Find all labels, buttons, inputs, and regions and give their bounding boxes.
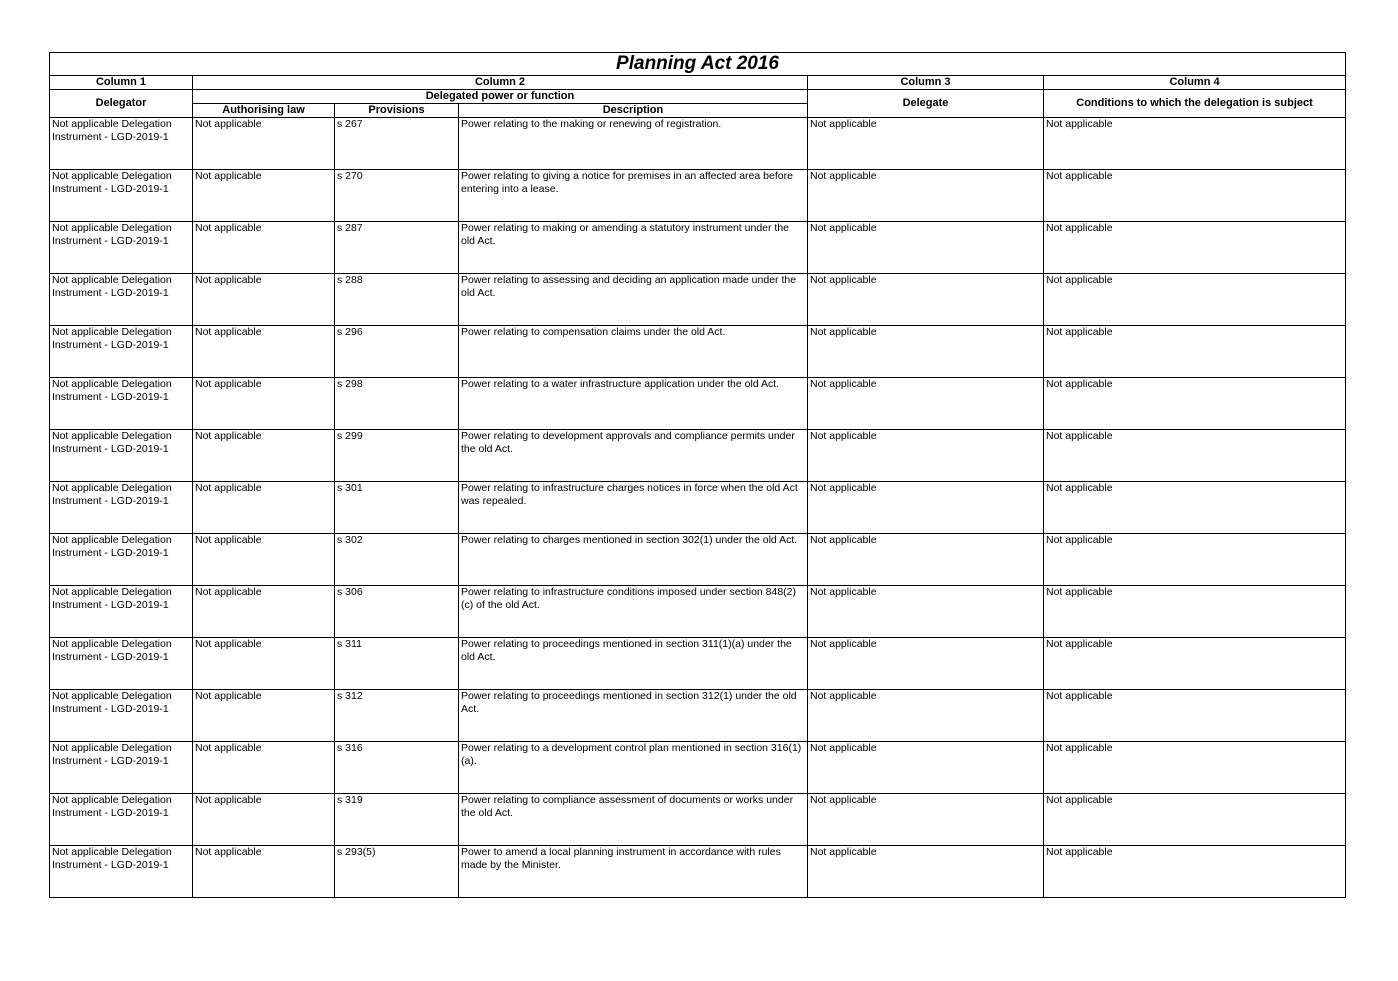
- authorising-law-cell: Not applicable: [193, 326, 335, 378]
- provision-cell: s 299: [335, 430, 459, 482]
- conditions-cell: Not applicable: [1044, 846, 1346, 898]
- table-row: [50, 274, 1346, 326]
- delegate-cell: Not applicable: [808, 274, 1044, 326]
- description-cell: Power relating to development approvals and compliance permits under the old Act.: [459, 430, 808, 482]
- delegator-cell: Not applicable Delegation Instrument - LGD-2019-1: [50, 118, 193, 170]
- provision-cell: s 301: [335, 482, 459, 534]
- delegator-cell: Not applicable Delegation Instrument - LGD-2019-1: [50, 430, 193, 482]
- description-cell: Power relating to infrastructure conditions imposed under section 848(2)(c) of the old Act.: [459, 586, 808, 638]
- table-row: [50, 482, 1346, 534]
- description-cell: Power to amend a local planning instrument in accordance with rules made by the Minister.: [459, 846, 808, 898]
- description-header: Description: [459, 104, 808, 118]
- authorising-law-cell: Not applicable: [193, 586, 335, 638]
- provision-cell: s 287: [335, 222, 459, 274]
- authorising-law-cell: Not applicable: [193, 482, 335, 534]
- delegate-cell: Not applicable: [808, 846, 1044, 898]
- delegate-cell: Not applicable: [808, 690, 1044, 742]
- table-row: [50, 742, 1346, 794]
- authorising-law-cell: Not applicable: [193, 690, 335, 742]
- authorising-law-cell: Not applicable: [193, 170, 335, 222]
- delegated-power-header: Delegated power or function: [193, 90, 808, 104]
- column-3-header: Column 3: [808, 76, 1044, 90]
- authorising-law-cell: Not applicable: [193, 794, 335, 846]
- provision-cell: s 288: [335, 274, 459, 326]
- description-cell: Power relating to proceedings mentioned in section 312(1) under the old Act.: [459, 690, 808, 742]
- table-row: [50, 222, 1346, 274]
- authorising-law-cell: Not applicable: [193, 378, 335, 430]
- delegate-cell: Not applicable: [808, 534, 1044, 586]
- conditions-cell: Not applicable: [1044, 690, 1346, 742]
- table-row: [50, 586, 1346, 638]
- provisions-header: Provisions: [335, 104, 459, 118]
- conditions-cell: Not applicable: [1044, 222, 1346, 274]
- table-row: [50, 378, 1346, 430]
- conditions-cell: Not applicable: [1044, 170, 1346, 222]
- authorising-law-cell: Not applicable: [193, 534, 335, 586]
- delegator-cell: Not applicable Delegation Instrument - LGD-2019-1: [50, 326, 193, 378]
- description-cell: Power relating to infrastructure charges notices in force when the old Act was repealed.: [459, 482, 808, 534]
- delegator-cell: Not applicable Delegation Instrument - LGD-2019-1: [50, 742, 193, 794]
- delegate-cell: Not applicable: [808, 638, 1044, 690]
- delegator-cell: Not applicable Delegation Instrument - LGD-2019-1: [50, 794, 193, 846]
- description-cell: Power relating to proceedings mentioned in section 311(1)(a) under the old Act.: [459, 638, 808, 690]
- delegate-cell: Not applicable: [808, 794, 1044, 846]
- provision-cell: s 267: [335, 118, 459, 170]
- authorising-law-cell: Not applicable: [193, 846, 335, 898]
- delegator-cell: Not applicable Delegation Instrument - LGD-2019-1: [50, 222, 193, 274]
- delegate-cell: Not applicable: [808, 586, 1044, 638]
- conditions-cell: Not applicable: [1044, 482, 1346, 534]
- description-cell: Power relating to making or amending a statutory instrument under the old Act.: [459, 222, 808, 274]
- authorising-law-cell: Not applicable: [193, 222, 335, 274]
- delegate-cell: Not applicable: [808, 742, 1044, 794]
- table-row: [50, 326, 1346, 378]
- authorising-law-cell: Not applicable: [193, 274, 335, 326]
- column-4-header: Column 4: [1044, 76, 1346, 90]
- delegate-cell: Not applicable: [808, 378, 1044, 430]
- conditions-cell: Not applicable: [1044, 638, 1346, 690]
- provision-cell: s 302: [335, 534, 459, 586]
- provision-cell: s 270: [335, 170, 459, 222]
- delegate-cell: Not applicable: [808, 118, 1044, 170]
- conditions-cell: Not applicable: [1044, 586, 1346, 638]
- conditions-cell: Not applicable: [1044, 118, 1346, 170]
- conditions-cell: Not applicable: [1044, 326, 1346, 378]
- description-cell: Power relating to a development control plan mentioned in section 316(1)(a).: [459, 742, 808, 794]
- delegator-cell: Not applicable Delegation Instrument - LGD-2019-1: [50, 586, 193, 638]
- provision-cell: s 298: [335, 378, 459, 430]
- conditions-cell: Not applicable: [1044, 534, 1346, 586]
- authorising-law-header: Authorising law: [193, 104, 335, 118]
- page-title: Planning Act 2016: [50, 53, 1346, 76]
- table-body: [50, 118, 1346, 898]
- conditions-cell: Not applicable: [1044, 742, 1346, 794]
- conditions-cell: Not applicable: [1044, 794, 1346, 846]
- table-row: [50, 170, 1346, 222]
- description-cell: Power relating to compliance assessment of documents or works under the old Act.: [459, 794, 808, 846]
- delegate-cell: Not applicable: [808, 222, 1044, 274]
- table-row: [50, 690, 1346, 742]
- description-cell: Power relating to assessing and deciding an application made under the old Act.: [459, 274, 808, 326]
- delegator-cell: Not applicable Delegation Instrument - LGD-2019-1: [50, 170, 193, 222]
- delegator-cell: Not applicable Delegation Instrument - LGD-2019-1: [50, 690, 193, 742]
- column-2-header: Column 2: [193, 76, 808, 90]
- delegation-table: [49, 52, 1346, 898]
- conditions-cell: Not applicable: [1044, 378, 1346, 430]
- table-row: [50, 118, 1346, 170]
- conditions-header: Conditions to which the delegation is subject: [1044, 90, 1346, 118]
- description-cell: Power relating to a water infrastructure application under the old Act.: [459, 378, 808, 430]
- provision-cell: s 316: [335, 742, 459, 794]
- column-1-header: Column 1: [50, 76, 193, 90]
- table-row: [50, 846, 1346, 898]
- table-row: [50, 794, 1346, 846]
- delegate-cell: Not applicable: [808, 430, 1044, 482]
- conditions-cell: Not applicable: [1044, 430, 1346, 482]
- delegator-cell: Not applicable Delegation Instrument - LGD-2019-1: [50, 274, 193, 326]
- provision-cell: s 311: [335, 638, 459, 690]
- delegate-header: Delegate: [808, 90, 1044, 118]
- authorising-law-cell: Not applicable: [193, 638, 335, 690]
- provision-cell: s 293(5): [335, 846, 459, 898]
- authorising-law-cell: Not applicable: [193, 118, 335, 170]
- delegator-cell: Not applicable Delegation Instrument - LGD-2019-1: [50, 378, 193, 430]
- table-row: [50, 534, 1346, 586]
- delegator-cell: Not applicable Delegation Instrument - LGD-2019-1: [50, 846, 193, 898]
- conditions-cell: Not applicable: [1044, 274, 1346, 326]
- authorising-law-cell: Not applicable: [193, 430, 335, 482]
- provision-cell: s 296: [335, 326, 459, 378]
- delegator-cell: Not applicable Delegation Instrument - LGD-2019-1: [50, 638, 193, 690]
- delegate-cell: Not applicable: [808, 170, 1044, 222]
- delegator-header: Delegator: [50, 90, 193, 118]
- description-cell: Power relating to compensation claims under the old Act.: [459, 326, 808, 378]
- provision-cell: s 319: [335, 794, 459, 846]
- delegate-cell: Not applicable: [808, 482, 1044, 534]
- delegator-cell: Not applicable Delegation Instrument - LGD-2019-1: [50, 482, 193, 534]
- provision-cell: s 306: [335, 586, 459, 638]
- delegator-cell: Not applicable Delegation Instrument - LGD-2019-1: [50, 534, 193, 586]
- description-cell: Power relating to charges mentioned in section 302(1) under the old Act.: [459, 534, 808, 586]
- delegate-cell: Not applicable: [808, 326, 1044, 378]
- table-row: [50, 430, 1346, 482]
- table-row: [50, 638, 1346, 690]
- description-cell: Power relating to giving a notice for premises in an affected area before entering into a lease.: [459, 170, 808, 222]
- provision-cell: s 312: [335, 690, 459, 742]
- authorising-law-cell: Not applicable: [193, 742, 335, 794]
- description-cell: Power relating to the making or renewing of registration.: [459, 118, 808, 170]
